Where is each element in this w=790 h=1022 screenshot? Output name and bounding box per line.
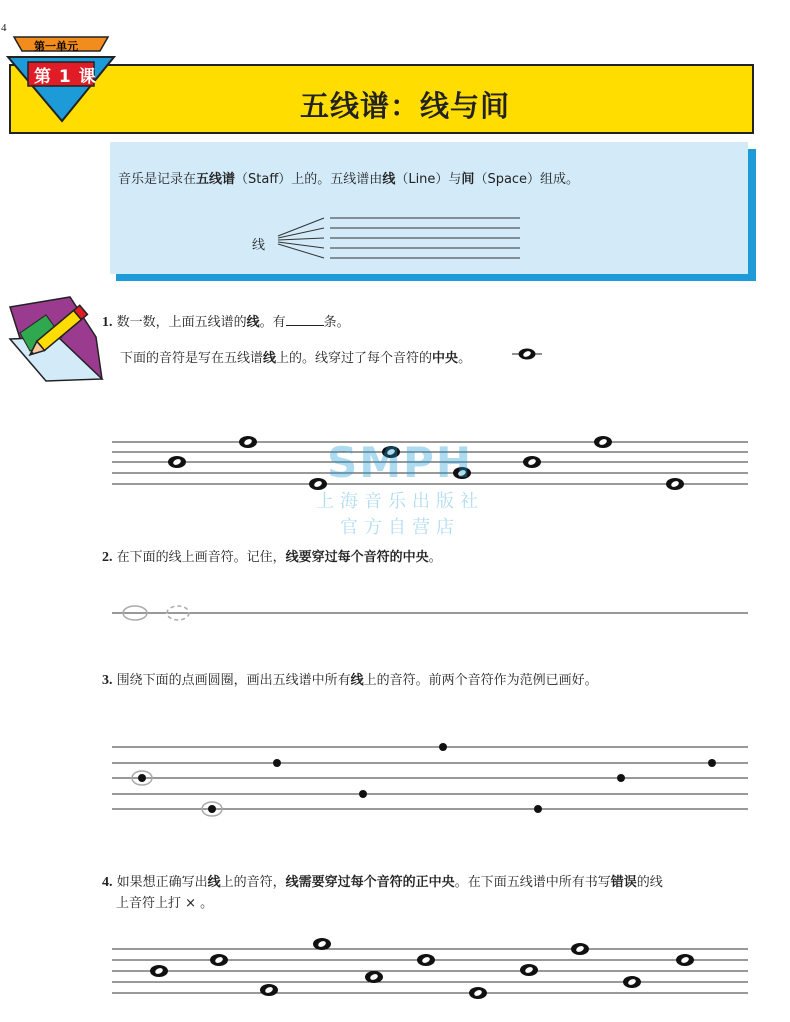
whole-note[interactable]: [676, 954, 694, 966]
note-dot: [273, 759, 281, 767]
watermark: [300, 438, 500, 539]
whole-note: [168, 456, 186, 468]
whole-note: [523, 456, 541, 468]
pencil-icon: [6, 293, 106, 383]
staff-4: [0, 935, 790, 1005]
whole-note[interactable]: [623, 976, 641, 988]
question-1-sub: 下面的音符是写在五线谱线上的。线穿过了每个音符的中央。: [120, 351, 472, 366]
note-dot: [439, 743, 447, 751]
line-label: 线: [252, 238, 266, 253]
watermark-logo: SMPH: [327, 438, 473, 487]
single-line-staff: [0, 598, 790, 628]
whole-note: [594, 436, 612, 448]
whole-note[interactable]: [417, 954, 435, 966]
whole-note[interactable]: [571, 943, 589, 955]
lesson-label: 第 1 课: [34, 67, 97, 87]
watermark-line-2: 官方自营店: [340, 517, 460, 538]
note-dot: [138, 774, 146, 782]
whole-note: [239, 436, 257, 448]
note-dot: [617, 774, 625, 782]
answer-blank[interactable]: [286, 313, 324, 326]
watermark-line-1: 上海音乐出版社: [316, 491, 484, 512]
note-dot: [708, 759, 716, 767]
note-dot: [359, 790, 367, 798]
staff-3: [0, 735, 790, 825]
whole-note[interactable]: [520, 964, 538, 976]
whole-note[interactable]: [365, 971, 383, 983]
note-example-icon: [512, 345, 552, 365]
question-4: 4. 如果想正确写出线上的音符，线需要穿过每个音符的正中央。在下面五线谱中所有书写错误的线 上音符上打 × 。: [102, 875, 663, 911]
page-number: 4: [1, 22, 7, 34]
question-1: 1. 数一数，上面五线谱的线。有 条。: [102, 315, 350, 330]
whole-note[interactable]: [469, 987, 487, 999]
note-dot: [208, 805, 216, 813]
whole-note[interactable]: [313, 938, 331, 950]
unit-label: 第一单元: [34, 40, 78, 53]
question-3: 3. 围绕下面的点画圆圈，画出五线谱中所有线上的音符。前两个音符作为范例已画好。: [102, 673, 598, 688]
page-title: 五线谱：线与间: [300, 89, 511, 123]
whole-note[interactable]: [260, 984, 278, 996]
whole-note: [666, 478, 684, 490]
intro-text: 音乐是记录在五线谱（Staff）上的。五线谱由线（Line）与间（Space）组成。: [118, 172, 580, 187]
whole-note[interactable]: [150, 965, 168, 977]
note-dot: [534, 805, 542, 813]
whole-note[interactable]: [210, 954, 228, 966]
question-2: 2. 在下面的线上画音符。记住，线要穿过每个音符的中央。: [102, 550, 442, 565]
